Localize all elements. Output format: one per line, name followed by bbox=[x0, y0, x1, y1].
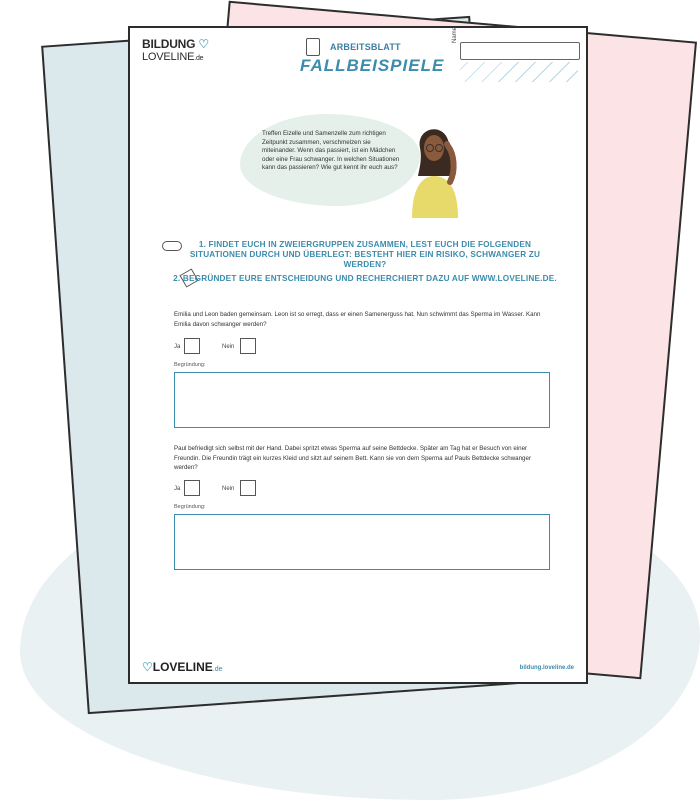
task-1: 1. FINDET EUCH IN ZWEIERGRUPPEN ZUSAMMEN, LEST EUCH DIE FOLGENDEN SITUATIONEN DURCH UND ÜBERLEGT: BESTEHT HIER EIN RISIKO, SCHWANGER ZU WERDEN? bbox=[189, 240, 541, 269]
name-label: Name bbox=[452, 26, 458, 43]
scenario-1-reason-field[interactable] bbox=[174, 372, 550, 428]
footer-logo: ♡LOVELINE.de bbox=[142, 660, 223, 674]
scenario-1-yes-checkbox[interactable] bbox=[184, 338, 200, 354]
scenario-2-reason-field[interactable] bbox=[174, 514, 550, 570]
woman-illustration bbox=[402, 118, 472, 218]
scenario-2-reason-label: Begründung: bbox=[174, 504, 206, 510]
worksheet bbox=[128, 26, 588, 684]
heart-icon: ♡ bbox=[198, 37, 209, 51]
heart-icon: ♡ bbox=[142, 660, 153, 674]
clipboard-icon bbox=[306, 38, 320, 56]
scenario-2-no-label: Nein bbox=[222, 486, 235, 492]
name-field[interactable] bbox=[460, 42, 580, 60]
scenario-1-yes-label: Ja bbox=[174, 344, 181, 350]
footer-url[interactable]: bildung.loveline.de bbox=[519, 665, 574, 671]
scenario-1-reason-label: Begründung: bbox=[174, 362, 206, 368]
page-title: FALLBEISPIELE bbox=[300, 56, 445, 75]
scenario-2-no-checkbox[interactable] bbox=[240, 480, 256, 496]
scenario-2-yes-checkbox[interactable] bbox=[184, 480, 200, 496]
worksheet-title bbox=[300, 36, 445, 82]
task-2: 2. BEGRÜNDET EURE ENTSCHEIDUNG UND RECHERCHIERT DAZU AUF WWW.LOVELINE.DE. bbox=[173, 274, 557, 283]
decorative-dashes bbox=[460, 62, 578, 82]
scenario-1-no-checkbox[interactable] bbox=[240, 338, 256, 354]
scenario-1-text: Emilia und Leon baden gemeinsam. Leon ist so erregt, dass er einen Samenerguss hat. Nun schwimmt das Sperma im Wasser. Kann Emilia davon schwanger werden? bbox=[174, 311, 541, 328]
logo-bildung-loveline: BILDUNG ♡ LOVELINE.de bbox=[142, 37, 209, 63]
scenario-2-yes-label: Ja bbox=[174, 486, 181, 492]
subtitle: ARBEITSBLATT bbox=[330, 42, 401, 52]
intro-text: Treffen Eizelle und Samenzelle zum richtigen Zeitpunkt zusammen, verschmelzen sie miteinander. Wenn das passiert, ist ein Mädchen oder eine Frau schwanger. In welchen Situationen kann das passieren? Wie gut kennt ihr euch aus? bbox=[262, 130, 400, 172]
scenario-2-text: Paul befriedigt sich selbst mit der Hand. Dabei spritzt etwas Sperma auf seine Bettdecke. Später am Tag hat er Besuch von einer Freundin. Die Freundin trägt ein kurzes Kleid und sitzt auf seinem Bett. Kann sie von dem Sperma auf Pauls Bettdecke schwanger werden? bbox=[174, 445, 532, 471]
scenario-1-no-label: Nein bbox=[222, 344, 235, 350]
